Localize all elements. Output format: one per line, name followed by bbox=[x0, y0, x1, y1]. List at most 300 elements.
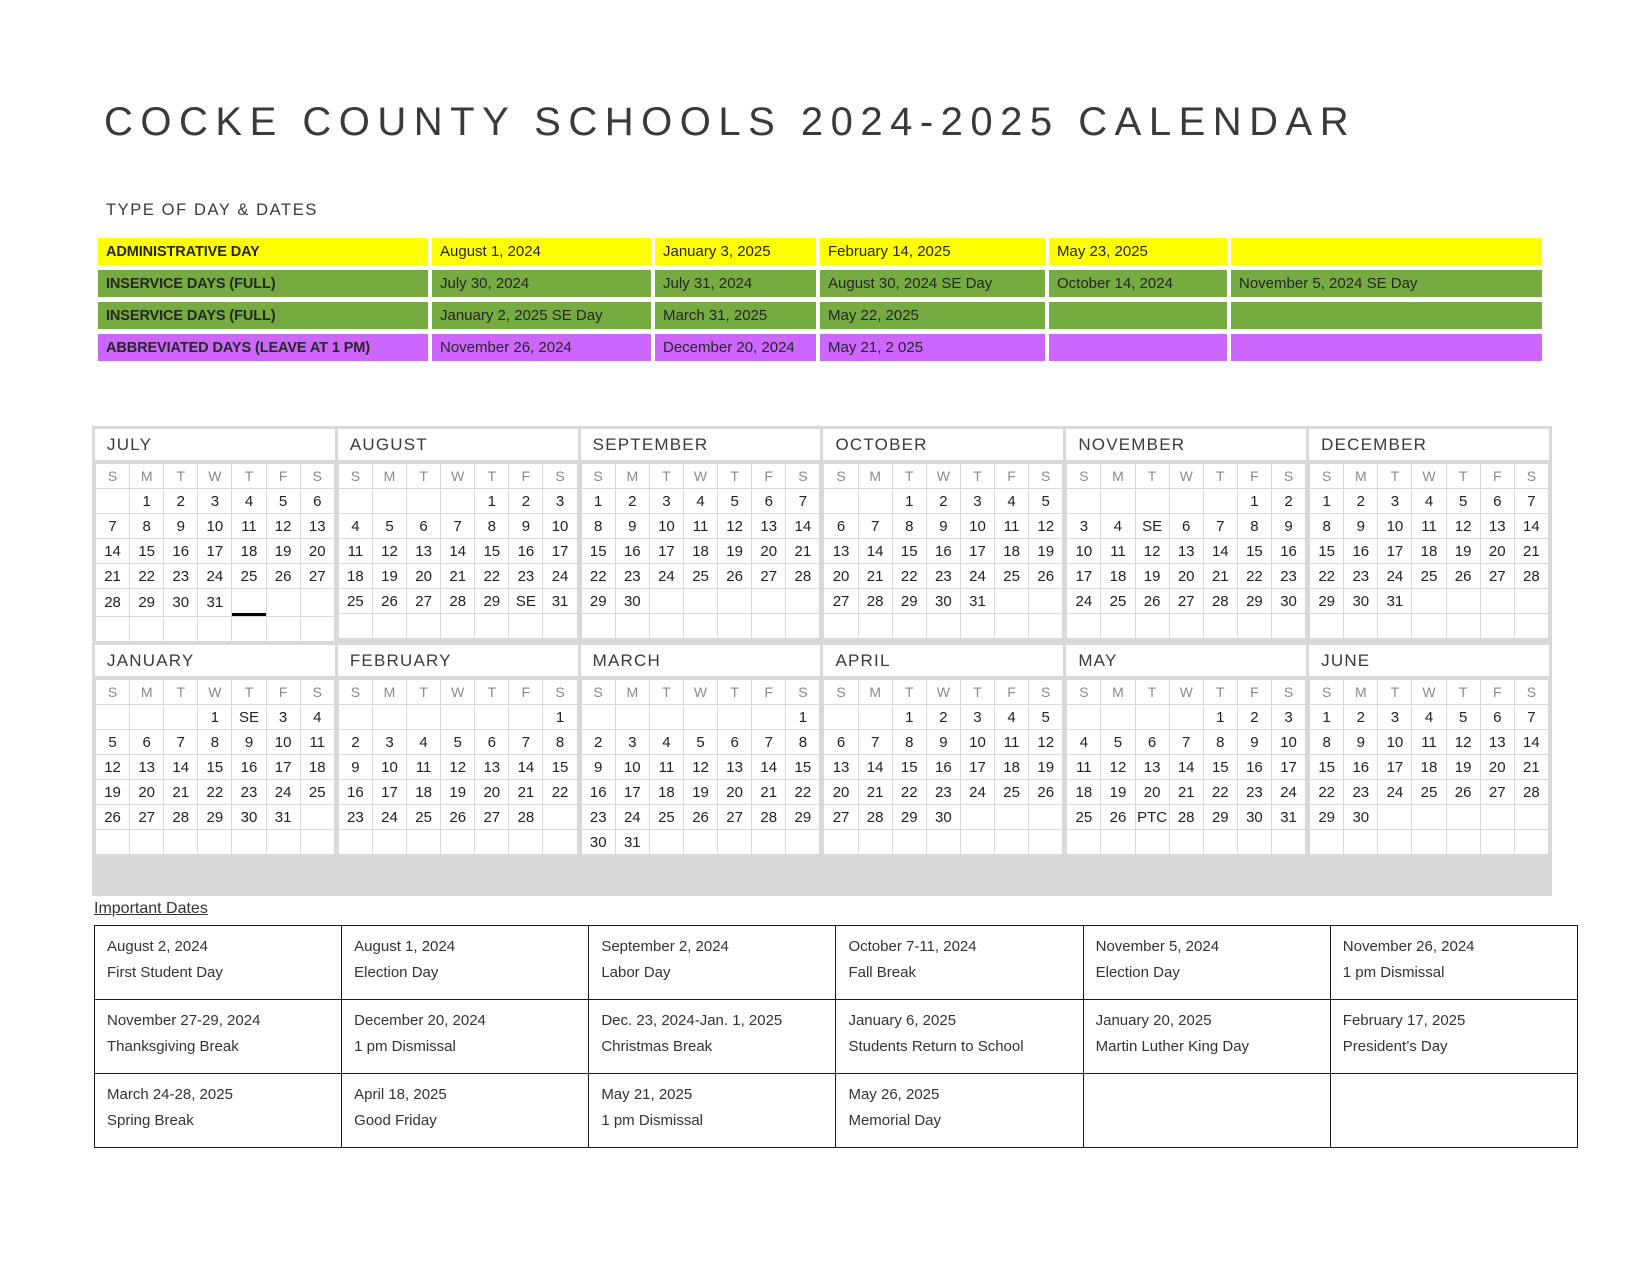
day-cell[interactable]: 22 bbox=[893, 564, 926, 588]
day-cell[interactable]: 9 bbox=[616, 514, 649, 538]
day-cell[interactable]: 2 bbox=[582, 730, 615, 754]
day-cell[interactable]: 14 bbox=[164, 755, 197, 779]
day-cell[interactable]: SE bbox=[509, 589, 542, 613]
day-cell[interactable]: 19 bbox=[441, 780, 474, 804]
day-cell[interactable]: 2 bbox=[616, 489, 649, 513]
day-cell[interactable]: 9 bbox=[339, 755, 372, 779]
day-cell[interactable]: 2 bbox=[339, 730, 372, 754]
day-cell[interactable]: 29 bbox=[475, 589, 508, 613]
day-cell[interactable]: 7 bbox=[96, 514, 129, 538]
day-cell[interactable]: 1 bbox=[543, 705, 576, 729]
day-cell[interactable]: 26 bbox=[441, 805, 474, 829]
day-cell[interactable]: 3 bbox=[616, 730, 649, 754]
day-cell[interactable]: 18 bbox=[301, 755, 334, 779]
day-cell[interactable]: 12 bbox=[441, 755, 474, 779]
day-cell[interactable]: 5 bbox=[718, 489, 751, 513]
day-cell[interactable]: 30 bbox=[927, 589, 960, 613]
day-cell[interactable]: 28 bbox=[859, 805, 892, 829]
day-cell[interactable]: 3 bbox=[1067, 514, 1100, 538]
day-cell[interactable]: 11 bbox=[407, 755, 440, 779]
day-cell[interactable]: 27 bbox=[301, 564, 334, 588]
day-cell[interactable]: 12 bbox=[373, 539, 406, 563]
day-cell[interactable]: 27 bbox=[1481, 564, 1514, 588]
day-cell[interactable]: 16 bbox=[1272, 539, 1305, 563]
day-cell[interactable]: 19 bbox=[1447, 755, 1480, 779]
day-cell[interactable]: 8 bbox=[582, 514, 615, 538]
day-cell[interactable]: 14 bbox=[441, 539, 474, 563]
day-cell[interactable]: 21 bbox=[786, 539, 819, 563]
day-cell[interactable]: 6 bbox=[1481, 489, 1514, 513]
day-cell[interactable]: 27 bbox=[130, 805, 163, 829]
day-cell[interactable]: 10 bbox=[650, 514, 683, 538]
day-cell[interactable]: 19 bbox=[1029, 539, 1062, 563]
day-cell[interactable]: 5 bbox=[96, 730, 129, 754]
day-cell[interactable]: 4 bbox=[1101, 514, 1134, 538]
day-cell[interactable]: 11 bbox=[995, 514, 1028, 538]
day-cell[interactable]: 24 bbox=[543, 564, 576, 588]
day-cell[interactable]: 24 bbox=[650, 564, 683, 588]
day-cell[interactable]: 6 bbox=[752, 489, 785, 513]
day-cell[interactable]: 22 bbox=[1238, 564, 1271, 588]
day-cell[interactable]: 23 bbox=[509, 564, 542, 588]
day-cell[interactable]: 26 bbox=[1447, 564, 1480, 588]
day-cell[interactable]: 23 bbox=[339, 805, 372, 829]
day-cell[interactable]: 19 bbox=[684, 780, 717, 804]
day-cell[interactable]: 17 bbox=[198, 539, 231, 563]
day-cell[interactable]: 4 bbox=[995, 489, 1028, 513]
day-cell[interactable]: 16 bbox=[339, 780, 372, 804]
day-cell[interactable]: 31 bbox=[1378, 589, 1411, 613]
day-cell[interactable]: 17 bbox=[1378, 755, 1411, 779]
day-cell[interactable]: 26 bbox=[684, 805, 717, 829]
day-cell[interactable]: 22 bbox=[198, 780, 231, 804]
day-cell[interactable]: 18 bbox=[339, 564, 372, 588]
day-cell[interactable]: 23 bbox=[927, 780, 960, 804]
day-cell[interactable]: 5 bbox=[1029, 489, 1062, 513]
day-cell[interactable]: 28 bbox=[1515, 780, 1548, 804]
day-cell[interactable]: 16 bbox=[927, 755, 960, 779]
day-cell[interactable]: 14 bbox=[509, 755, 542, 779]
day-cell[interactable]: 2 bbox=[1272, 489, 1305, 513]
day-cell[interactable]: 9 bbox=[1238, 730, 1271, 754]
day-cell[interactable]: 19 bbox=[1447, 539, 1480, 563]
day-cell[interactable]: 10 bbox=[267, 730, 300, 754]
day-cell[interactable]: 4 bbox=[1412, 705, 1445, 729]
day-cell[interactable]: 9 bbox=[232, 730, 265, 754]
day-cell[interactable]: 22 bbox=[582, 564, 615, 588]
day-cell[interactable]: 23 bbox=[1272, 564, 1305, 588]
day-cell[interactable]: 13 bbox=[752, 514, 785, 538]
day-cell[interactable]: 28 bbox=[96, 589, 129, 616]
day-cell[interactable]: 10 bbox=[198, 514, 231, 538]
day-cell[interactable]: 18 bbox=[995, 539, 1028, 563]
day-cell[interactable]: 24 bbox=[267, 780, 300, 804]
day-cell[interactable]: 23 bbox=[1344, 780, 1377, 804]
day-cell[interactable]: 29 bbox=[893, 805, 926, 829]
day-cell[interactable]: 18 bbox=[407, 780, 440, 804]
day-cell[interactable]: 13 bbox=[407, 539, 440, 563]
day-cell[interactable]: 10 bbox=[1378, 730, 1411, 754]
day-cell[interactable]: 18 bbox=[995, 755, 1028, 779]
day-cell[interactable]: 30 bbox=[1272, 589, 1305, 613]
day-cell[interactable]: 16 bbox=[1344, 539, 1377, 563]
day-cell[interactable]: 2 bbox=[1344, 705, 1377, 729]
day-cell[interactable]: 13 bbox=[1136, 755, 1169, 779]
day-cell[interactable]: 20 bbox=[407, 564, 440, 588]
day-cell[interactable]: 1 bbox=[786, 705, 819, 729]
day-cell[interactable]: 9 bbox=[509, 514, 542, 538]
day-cell[interactable]: 25 bbox=[407, 805, 440, 829]
day-cell[interactable]: 1 bbox=[1310, 705, 1343, 729]
day-cell[interactable]: 4 bbox=[407, 730, 440, 754]
day-cell[interactable]: 22 bbox=[130, 564, 163, 588]
day-cell[interactable]: 1 bbox=[893, 705, 926, 729]
day-cell[interactable]: 13 bbox=[475, 755, 508, 779]
day-cell[interactable]: 5 bbox=[1101, 730, 1134, 754]
day-cell[interactable]: 30 bbox=[164, 589, 197, 616]
day-cell[interactable]: PTC bbox=[1136, 805, 1169, 829]
day-cell[interactable]: 26 bbox=[1101, 805, 1134, 829]
day-cell[interactable]: 7 bbox=[164, 730, 197, 754]
day-cell[interactable]: 6 bbox=[407, 514, 440, 538]
day-cell[interactable]: 15 bbox=[198, 755, 231, 779]
day-cell[interactable]: 8 bbox=[1204, 730, 1237, 754]
day-cell[interactable]: 13 bbox=[1481, 514, 1514, 538]
day-cell[interactable]: 7 bbox=[752, 730, 785, 754]
day-cell[interactable]: 11 bbox=[1101, 539, 1134, 563]
day-cell[interactable]: 14 bbox=[859, 755, 892, 779]
day-cell[interactable]: 17 bbox=[267, 755, 300, 779]
day-cell[interactable]: 8 bbox=[543, 730, 576, 754]
day-cell[interactable]: 13 bbox=[1170, 539, 1203, 563]
day-cell[interactable]: 18 bbox=[232, 539, 265, 563]
day-cell[interactable]: 30 bbox=[927, 805, 960, 829]
day-cell[interactable]: 10 bbox=[1272, 730, 1305, 754]
day-cell[interactable]: 16 bbox=[509, 539, 542, 563]
day-cell[interactable]: 8 bbox=[1238, 514, 1271, 538]
day-cell[interactable]: 12 bbox=[718, 514, 751, 538]
day-cell[interactable]: 4 bbox=[1412, 489, 1445, 513]
day-cell[interactable]: 8 bbox=[786, 730, 819, 754]
day-cell[interactable]: 8 bbox=[475, 514, 508, 538]
day-cell[interactable]: 24 bbox=[1272, 780, 1305, 804]
day-cell[interactable]: 24 bbox=[961, 564, 994, 588]
day-cell[interactable]: 23 bbox=[164, 564, 197, 588]
day-cell[interactable]: 3 bbox=[267, 705, 300, 729]
day-cell[interactable]: 15 bbox=[1238, 539, 1271, 563]
day-cell[interactable]: 28 bbox=[859, 589, 892, 613]
day-cell[interactable]: 6 bbox=[718, 730, 751, 754]
day-cell[interactable]: 26 bbox=[1136, 589, 1169, 613]
day-cell[interactable]: 10 bbox=[543, 514, 576, 538]
day-cell[interactable]: 20 bbox=[752, 539, 785, 563]
day-cell[interactable]: 5 bbox=[1447, 489, 1480, 513]
day-cell[interactable]: 30 bbox=[1344, 805, 1377, 829]
day-cell[interactable]: 31 bbox=[543, 589, 576, 613]
day-cell[interactable]: 21 bbox=[859, 780, 892, 804]
day-cell[interactable]: 16 bbox=[232, 755, 265, 779]
day-cell[interactable]: 19 bbox=[1101, 780, 1134, 804]
day-cell[interactable]: 24 bbox=[1067, 589, 1100, 613]
day-cell[interactable]: 7 bbox=[786, 489, 819, 513]
day-cell[interactable]: 9 bbox=[164, 514, 197, 538]
day-cell[interactable]: 24 bbox=[198, 564, 231, 588]
day-cell[interactable]: 23 bbox=[927, 564, 960, 588]
day-cell[interactable]: SE bbox=[232, 705, 265, 729]
day-cell[interactable]: 1 bbox=[1310, 489, 1343, 513]
day-cell[interactable]: 7 bbox=[441, 514, 474, 538]
day-cell[interactable]: 18 bbox=[650, 780, 683, 804]
day-cell[interactable]: 12 bbox=[96, 755, 129, 779]
day-cell[interactable]: 12 bbox=[1029, 514, 1062, 538]
day-cell[interactable]: 14 bbox=[859, 539, 892, 563]
day-cell[interactable]: 19 bbox=[96, 780, 129, 804]
day-cell[interactable]: 8 bbox=[893, 730, 926, 754]
day-cell[interactable]: 20 bbox=[130, 780, 163, 804]
day-cell[interactable]: 26 bbox=[373, 589, 406, 613]
day-cell[interactable]: 26 bbox=[1029, 564, 1062, 588]
day-cell[interactable]: 22 bbox=[543, 780, 576, 804]
day-cell[interactable]: 21 bbox=[1170, 780, 1203, 804]
day-cell[interactable]: 14 bbox=[1204, 539, 1237, 563]
day-cell[interactable]: 2 bbox=[927, 705, 960, 729]
day-cell[interactable]: 21 bbox=[164, 780, 197, 804]
day-cell[interactable]: 19 bbox=[267, 539, 300, 563]
day-cell[interactable]: 15 bbox=[893, 539, 926, 563]
day-cell[interactable]: 1 bbox=[1204, 705, 1237, 729]
day-cell[interactable]: 27 bbox=[407, 589, 440, 613]
day-cell[interactable]: 7 bbox=[1515, 705, 1548, 729]
day-cell[interactable]: 26 bbox=[267, 564, 300, 588]
day-cell[interactable]: 20 bbox=[475, 780, 508, 804]
day-cell[interactable]: 3 bbox=[543, 489, 576, 513]
day-cell[interactable]: 3 bbox=[198, 489, 231, 513]
day-cell[interactable]: 29 bbox=[1310, 589, 1343, 613]
day-cell[interactable]: 17 bbox=[543, 539, 576, 563]
day-cell[interactable]: 2 bbox=[509, 489, 542, 513]
day-cell[interactable]: 12 bbox=[1029, 730, 1062, 754]
day-cell[interactable]: 27 bbox=[475, 805, 508, 829]
day-cell[interactable]: 5 bbox=[1029, 705, 1062, 729]
day-cell[interactable]: 14 bbox=[96, 539, 129, 563]
day-cell[interactable]: 6 bbox=[301, 489, 334, 513]
day-cell[interactable]: 11 bbox=[995, 730, 1028, 754]
day-cell[interactable]: 17 bbox=[961, 539, 994, 563]
day-cell[interactable]: 21 bbox=[1515, 755, 1548, 779]
day-cell[interactable]: 3 bbox=[1272, 705, 1305, 729]
day-cell[interactable]: 7 bbox=[859, 514, 892, 538]
day-cell[interactable]: 18 bbox=[1412, 539, 1445, 563]
day-cell[interactable]: 15 bbox=[786, 755, 819, 779]
day-cell[interactable]: 25 bbox=[1101, 589, 1134, 613]
day-cell[interactable]: 25 bbox=[995, 564, 1028, 588]
day-cell[interactable]: 4 bbox=[995, 705, 1028, 729]
day-cell[interactable]: 24 bbox=[961, 780, 994, 804]
day-cell[interactable]: 10 bbox=[1378, 514, 1411, 538]
day-cell[interactable]: 24 bbox=[373, 805, 406, 829]
day-cell[interactable]: 17 bbox=[1067, 564, 1100, 588]
day-cell[interactable]: 14 bbox=[786, 514, 819, 538]
day-cell[interactable]: 3 bbox=[373, 730, 406, 754]
day-cell[interactable]: 21 bbox=[441, 564, 474, 588]
day-cell[interactable]: 4 bbox=[684, 489, 717, 513]
day-cell[interactable]: 15 bbox=[1310, 539, 1343, 563]
day-cell[interactable]: 6 bbox=[130, 730, 163, 754]
day-cell[interactable]: 1 bbox=[130, 489, 163, 513]
day-cell[interactable]: 28 bbox=[1170, 805, 1203, 829]
day-cell[interactable]: 21 bbox=[752, 780, 785, 804]
day-cell[interactable]: 8 bbox=[1310, 514, 1343, 538]
day-cell[interactable]: 16 bbox=[1344, 755, 1377, 779]
day-cell[interactable]: 5 bbox=[684, 730, 717, 754]
day-cell[interactable]: 13 bbox=[718, 755, 751, 779]
day-cell[interactable]: 27 bbox=[1481, 780, 1514, 804]
day-cell[interactable]: 19 bbox=[373, 564, 406, 588]
day-cell[interactable]: 11 bbox=[684, 514, 717, 538]
day-cell[interactable]: 23 bbox=[616, 564, 649, 588]
day-cell[interactable]: 20 bbox=[718, 780, 751, 804]
day-cell[interactable]: 23 bbox=[1344, 564, 1377, 588]
day-cell[interactable]: 23 bbox=[582, 805, 615, 829]
day-cell[interactable]: 28 bbox=[164, 805, 197, 829]
day-cell[interactable]: 30 bbox=[1344, 589, 1377, 613]
day-cell[interactable]: 25 bbox=[1412, 564, 1445, 588]
day-cell[interactable]: 17 bbox=[1272, 755, 1305, 779]
day-cell[interactable]: 28 bbox=[509, 805, 542, 829]
day-cell[interactable]: 9 bbox=[1344, 730, 1377, 754]
day-cell[interactable]: 20 bbox=[1481, 539, 1514, 563]
day-cell[interactable]: 12 bbox=[684, 755, 717, 779]
day-cell[interactable]: 7 bbox=[1204, 514, 1237, 538]
day-cell[interactable]: 8 bbox=[130, 514, 163, 538]
day-cell[interactable]: 13 bbox=[1481, 730, 1514, 754]
day-cell[interactable]: 7 bbox=[509, 730, 542, 754]
day-cell[interactable]: 15 bbox=[475, 539, 508, 563]
day-cell[interactable]: 14 bbox=[1515, 514, 1548, 538]
day-cell[interactable]: 29 bbox=[582, 589, 615, 613]
day-cell[interactable]: 4 bbox=[650, 730, 683, 754]
day-cell[interactable]: 29 bbox=[1238, 589, 1271, 613]
day-cell[interactable]: 19 bbox=[1029, 755, 1062, 779]
day-cell[interactable]: 10 bbox=[616, 755, 649, 779]
day-cell[interactable]: 2 bbox=[1238, 705, 1271, 729]
day-cell[interactable]: 15 bbox=[543, 755, 576, 779]
day-cell[interactable]: 8 bbox=[893, 514, 926, 538]
day-cell[interactable]: 17 bbox=[961, 755, 994, 779]
day-cell[interactable]: 11 bbox=[301, 730, 334, 754]
day-cell[interactable]: 6 bbox=[1170, 514, 1203, 538]
day-cell[interactable]: 1 bbox=[198, 705, 231, 729]
day-cell[interactable]: 21 bbox=[509, 780, 542, 804]
day-cell[interactable]: 21 bbox=[859, 564, 892, 588]
day-cell[interactable]: 10 bbox=[961, 514, 994, 538]
day-cell[interactable]: 5 bbox=[1447, 705, 1480, 729]
day-cell[interactable]: 11 bbox=[1412, 730, 1445, 754]
day-cell[interactable]: 30 bbox=[1238, 805, 1271, 829]
day-cell[interactable]: 2 bbox=[1344, 489, 1377, 513]
day-cell[interactable]: 17 bbox=[616, 780, 649, 804]
day-cell[interactable]: 1 bbox=[475, 489, 508, 513]
day-cell[interactable]: 7 bbox=[1170, 730, 1203, 754]
day-cell[interactable]: 28 bbox=[1204, 589, 1237, 613]
day-cell[interactable]: 28 bbox=[441, 589, 474, 613]
day-cell[interactable]: 10 bbox=[1067, 539, 1100, 563]
day-cell[interactable]: 26 bbox=[96, 805, 129, 829]
day-cell[interactable]: 25 bbox=[339, 589, 372, 613]
day-cell[interactable]: 31 bbox=[616, 830, 649, 854]
day-cell[interactable]: 20 bbox=[824, 780, 857, 804]
day-cell[interactable]: 17 bbox=[373, 780, 406, 804]
day-cell[interactable]: 4 bbox=[232, 489, 265, 513]
day-cell[interactable]: 9 bbox=[1344, 514, 1377, 538]
day-cell[interactable]: 6 bbox=[1481, 705, 1514, 729]
day-cell[interactable]: 15 bbox=[1204, 755, 1237, 779]
day-cell[interactable]: 6 bbox=[824, 730, 857, 754]
day-cell[interactable]: 4 bbox=[339, 514, 372, 538]
day-cell[interactable]: 6 bbox=[475, 730, 508, 754]
day-cell[interactable]: 16 bbox=[582, 780, 615, 804]
day-cell[interactable]: 20 bbox=[1136, 780, 1169, 804]
day-cell[interactable]: 24 bbox=[1378, 564, 1411, 588]
day-cell[interactable]: 4 bbox=[1067, 730, 1100, 754]
day-cell[interactable]: 12 bbox=[1136, 539, 1169, 563]
day-cell[interactable]: 13 bbox=[824, 539, 857, 563]
day-cell[interactable]: 3 bbox=[961, 705, 994, 729]
day-cell[interactable]: 9 bbox=[927, 514, 960, 538]
day-cell[interactable]: 24 bbox=[616, 805, 649, 829]
day-cell[interactable]: 11 bbox=[1412, 514, 1445, 538]
day-cell[interactable]: 12 bbox=[1101, 755, 1134, 779]
day-cell[interactable]: 28 bbox=[752, 805, 785, 829]
day-cell[interactable]: 12 bbox=[1447, 514, 1480, 538]
day-cell[interactable]: 1 bbox=[1238, 489, 1271, 513]
day-cell[interactable]: 31 bbox=[267, 805, 300, 829]
day-cell[interactable]: 27 bbox=[824, 805, 857, 829]
day-cell[interactable]: 14 bbox=[752, 755, 785, 779]
day-cell[interactable]: 25 bbox=[301, 780, 334, 804]
day-cell[interactable]: 19 bbox=[1136, 564, 1169, 588]
day-cell[interactable]: 15 bbox=[130, 539, 163, 563]
day-cell[interactable]: 9 bbox=[582, 755, 615, 779]
day-cell[interactable]: 9 bbox=[1272, 514, 1305, 538]
day-cell[interactable]: 20 bbox=[301, 539, 334, 563]
day-cell[interactable]: 16 bbox=[164, 539, 197, 563]
day-cell[interactable]: 22 bbox=[893, 780, 926, 804]
day-cell[interactable]: 29 bbox=[1310, 805, 1343, 829]
day-cell[interactable]: 3 bbox=[1378, 705, 1411, 729]
day-cell[interactable]: 26 bbox=[1447, 780, 1480, 804]
day-cell[interactable]: 28 bbox=[1515, 564, 1548, 588]
day-cell[interactable]: 30 bbox=[582, 830, 615, 854]
day-cell[interactable]: 7 bbox=[1515, 489, 1548, 513]
day-cell[interactable]: 27 bbox=[752, 564, 785, 588]
day-cell[interactable]: 11 bbox=[232, 514, 265, 538]
day-cell[interactable]: 31 bbox=[961, 589, 994, 613]
day-cell[interactable]: 13 bbox=[824, 755, 857, 779]
day-cell[interactable]: 19 bbox=[718, 539, 751, 563]
day-cell[interactable]: 30 bbox=[232, 805, 265, 829]
day-cell[interactable]: 21 bbox=[96, 564, 129, 588]
day-cell[interactable]: 13 bbox=[130, 755, 163, 779]
day-cell[interactable]: 22 bbox=[1310, 780, 1343, 804]
day-cell[interactable]: 30 bbox=[616, 589, 649, 613]
day-cell[interactable]: 22 bbox=[475, 564, 508, 588]
day-cell[interactable]: 15 bbox=[1310, 755, 1343, 779]
day-cell[interactable]: 14 bbox=[1170, 755, 1203, 779]
day-cell[interactable]: 9 bbox=[927, 730, 960, 754]
day-cell[interactable]: 10 bbox=[373, 755, 406, 779]
day-cell[interactable]: 21 bbox=[1515, 539, 1548, 563]
